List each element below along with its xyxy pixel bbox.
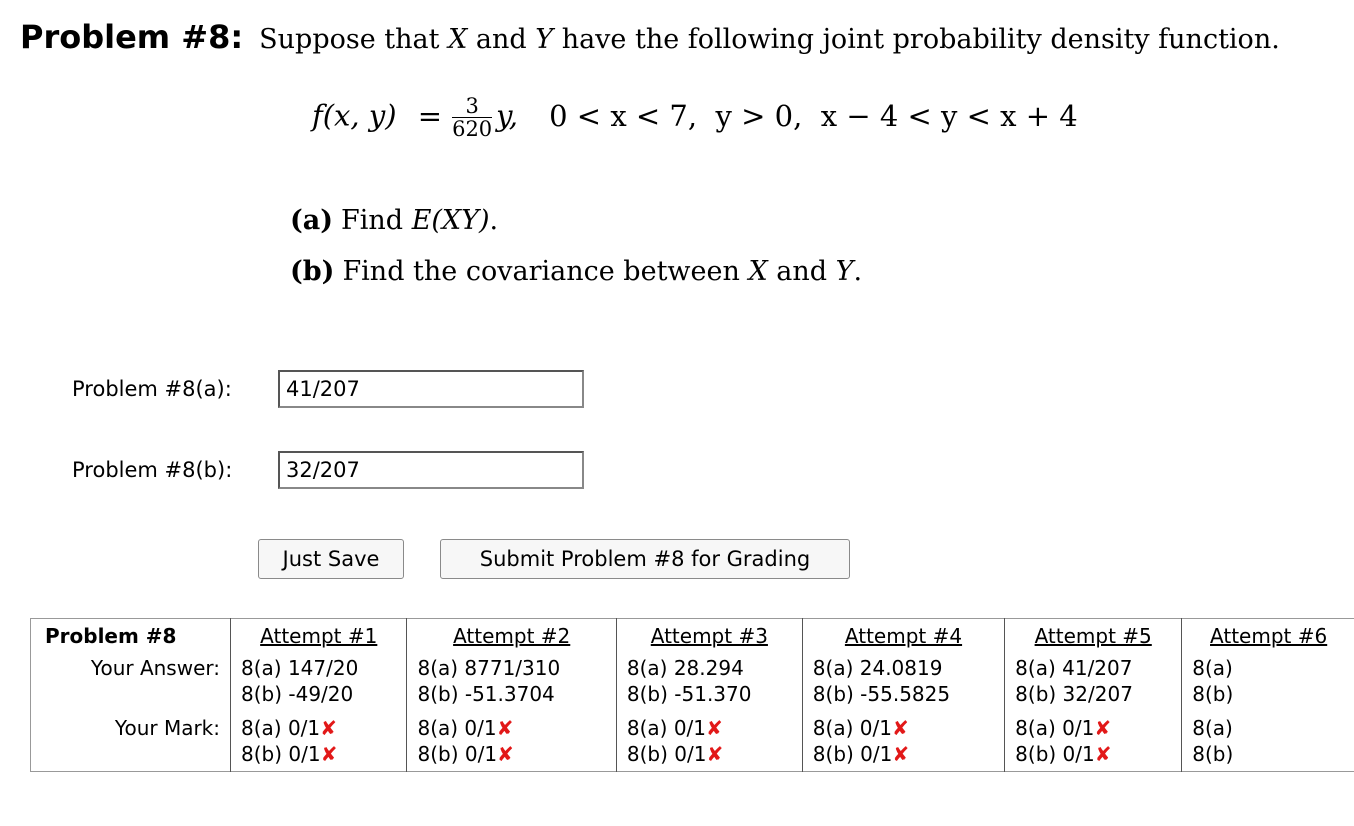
attempt-2-link[interactable]: Attempt #2 [407, 619, 616, 652]
attempts-corner-label: Problem #8 [45, 624, 177, 648]
your-mark-label: Your Mark: [114, 716, 220, 740]
cross-icon: ✘ [891, 716, 909, 740]
cross-icon: ✘ [892, 742, 910, 766]
your-mark-row [31, 711, 1354, 772]
attempt-5-answers: 8(a) 41/207 8(b) 32/207 [1005, 651, 1182, 711]
attempt-4-marks: 8(a) 0/1✘ 8(b) 0/1✘ [802, 711, 1004, 772]
your-answer-row [31, 651, 1354, 711]
attempt-1-link[interactable]: Attempt #1 [231, 619, 407, 652]
part-b: (b) Find the covariance between X and Y. [290, 256, 863, 287]
attempt-5-link[interactable]: Attempt #5 [1005, 619, 1182, 652]
attempt-3-marks: 8(a) 0/1✘ 8(b) 0/1✘ [616, 711, 802, 772]
attempts-table [30, 618, 1354, 772]
answer-b-input[interactable] [278, 451, 584, 489]
attempt-6-marks: 8(a) 8(b) [1182, 711, 1354, 772]
formula-equals: = [417, 98, 443, 133]
attempts-header-row [31, 619, 1354, 652]
attempt-3-link[interactable]: Attempt #3 [616, 619, 802, 652]
cross-icon: ✘ [1094, 716, 1112, 740]
attempt-4-answers: 8(a) 24.0819 8(b) -55.5825 [802, 651, 1004, 711]
attempt-2-answers: 8(a) 8771/310 8(b) -51.3704 [407, 651, 616, 711]
attempt-2-marks: 8(a) 0/1✘ 8(b) 0/1✘ [407, 711, 616, 772]
answer-b-label: Problem #8(b): [72, 458, 233, 482]
cross-icon: ✘ [706, 742, 724, 766]
cross-icon: ✘ [496, 716, 514, 740]
just-save-button[interactable]: Just Save [258, 539, 404, 579]
attempt-6-answers: 8(a) 8(b) [1182, 651, 1354, 711]
problem-title [20, 18, 1280, 56]
attempt-1-answers: 8(a) 147/20 8(b) -49/20 [231, 651, 407, 711]
cross-icon: ✘ [320, 716, 337, 740]
formula-lhs: f(x, y) [312, 98, 397, 133]
part-a: (a) Find E(XY). [290, 205, 499, 236]
answer-a-label: Problem #8(a): [72, 377, 232, 401]
submit-grading-button[interactable]: Submit Problem #8 for Grading [440, 539, 850, 579]
attempt-1-marks: 8(a) 0/1✘ 8(b) 0/1✘ [231, 711, 407, 772]
answer-a-input[interactable] [278, 370, 584, 408]
attempt-6-link[interactable]: Attempt #6 [1182, 619, 1354, 652]
cross-icon: ✘ [706, 716, 723, 740]
formula-support: 0 < x < 7, y > 0, x − 4 < y < x + 4 [549, 98, 1078, 133]
problem-number: Problem #8: [20, 18, 244, 56]
cross-icon: ✘ [1094, 742, 1112, 766]
formula-factor: y, [496, 98, 518, 133]
density-formula [312, 95, 1078, 140]
attempt-3-answers: 8(a) 28.294 8(b) -51.370 [616, 651, 802, 711]
cross-icon: ✘ [320, 742, 338, 766]
problem-statement: Suppose that X and Y have the following joint probability density function. [259, 24, 1280, 55]
cross-icon: ✘ [497, 742, 514, 766]
attempt-5-marks: 8(a) 0/1✘ 8(b) 0/1✘ [1005, 711, 1182, 772]
your-answer-label: Your Answer: [90, 656, 220, 680]
formula-fraction: $\frac{3}{620}$ [452, 94, 493, 141]
attempt-4-link[interactable]: Attempt #4 [802, 619, 1004, 652]
